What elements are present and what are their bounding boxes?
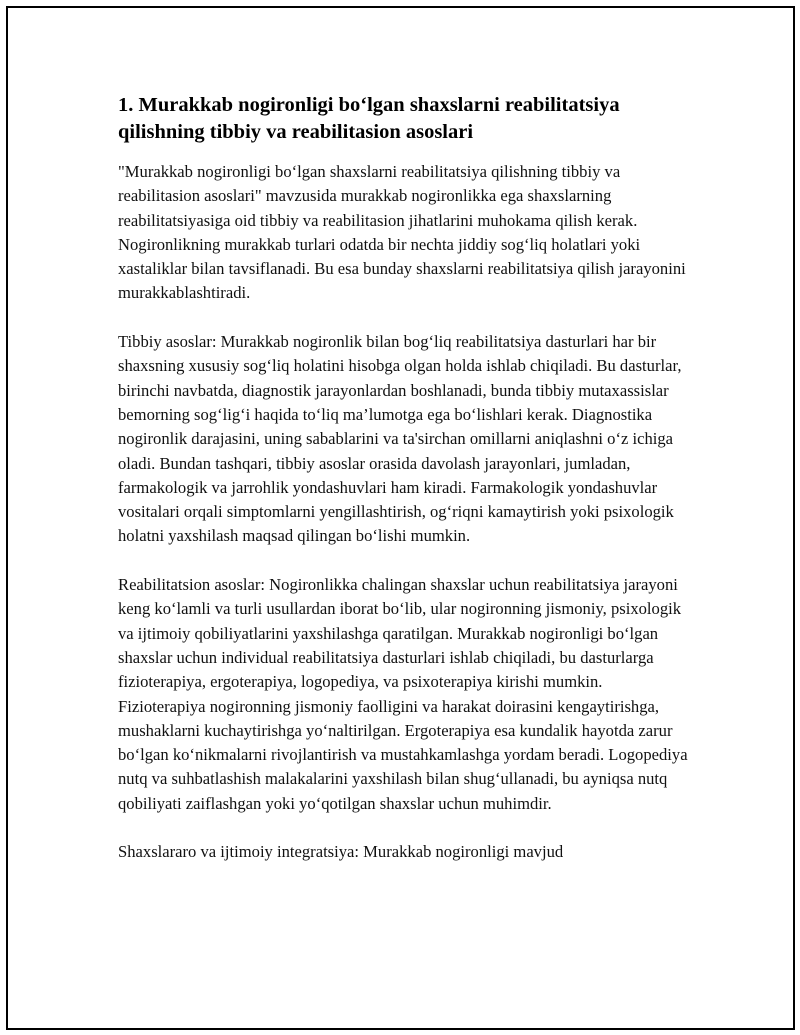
paragraph-rehabilitation-basis: Reabilitatsion asoslar: Nogironlikka chalingan shaxslar uchun reabilitatsiya jarayoni keng ko‘lamli va turli usullardan iborat bo‘lib, ular nogironning jismoniy, psixologik va ijtimoiy qobiliyatlarini yaxshilashga qaratilgan. Murakkab nogironligi bo‘lgan shaxslar uchun individual reabilitatsiya dasturlari ishlab chiqiladi, bu dasturlarga fizioterapiya, ergoterapiya, logopediya, va psixoterapiya kirishi mumkin. Fizioterapiya nogironning jismoniy faolligini va harakat doirasini kengaytirishga, mushaklarni kuchaytirishga yo‘naltirilgan. Ergoterapiya esa kundalik hayotda zarur bo‘lgan ko‘nikmalarni rivojlantirish va mustahkamlashga yordam beradi. Logopediya nutq va suhbatlashish malakalarini yaxshilash bilan shug‘ullanadi, bu ayniqsa nutq qobiliyati zaiflashgan yoki yo‘qotilgan shaxslar uchun muhimdir. — [118, 575, 688, 813]
paragraph-medical-basis: Tibbiy asoslar: Murakkab nogironlik bilan bog‘liq reabilitatsiya dasturlari har bir shaxsning xususiy sog‘liq holatini hisobga olgan holda ishlab chiqiladi. Bu dasturlar, birinchi navbatda, diagnostik jarayonlardan boshlanadi, bunda tibbiy mutaxassislar bemorning sog‘lig‘i haqida to‘liq ma’lumotga ega bo‘lishlari kerak. Diagnostika nogironlik darajasini, uning sabablarini va ta'sirchan omillarni aniqlashni o‘z ichiga oladi. Bundan tashqari, tibbiy asoslar orasida davolash jarayonlari, jumladan, farmakologik va jarrohlik yondashuvlari ham kiradi. Farmakologik yondashuvlar vositalari orqali simptomlarni yengillashtirish, og‘riqni kamaytirish yoki psixologik holatni yaxshilash maqsad qilingan bo‘lishi mumkin. — [118, 332, 682, 546]
paragraph-social-integration: Shaxslararo va ijtimoiy integratsiya: Murakkab nogironligi mavjud — [118, 842, 564, 862]
section-heading: 1. Murakkab nogironligi bo‘lgan shaxslarni reabilitatsiya qilishning tibbiy va reabilitasion asoslari — [118, 94, 620, 143]
paragraph-intro: "Murakkab nogironligi bo‘lgan shaxslarni reabilitatsiya qilishning tibbiy va reabilitasion asoslari" mavzusida murakkab nogironlikka ega shaxslarning reabilitatsiyasiga oid tibbiy va reabilitasion jihatlarini muhokama qilish kerak. Nogironlikning murakkab turlari odatda bir nechta jiddiy sog‘liq holatlari yoki xastaliklar bilan tavsiflanadi. Bu esa bunday shaxslarni reabilitatsiya qilish jarayonini murakkablashtiradi. — [118, 162, 686, 303]
document-body — [118, 92, 688, 889]
